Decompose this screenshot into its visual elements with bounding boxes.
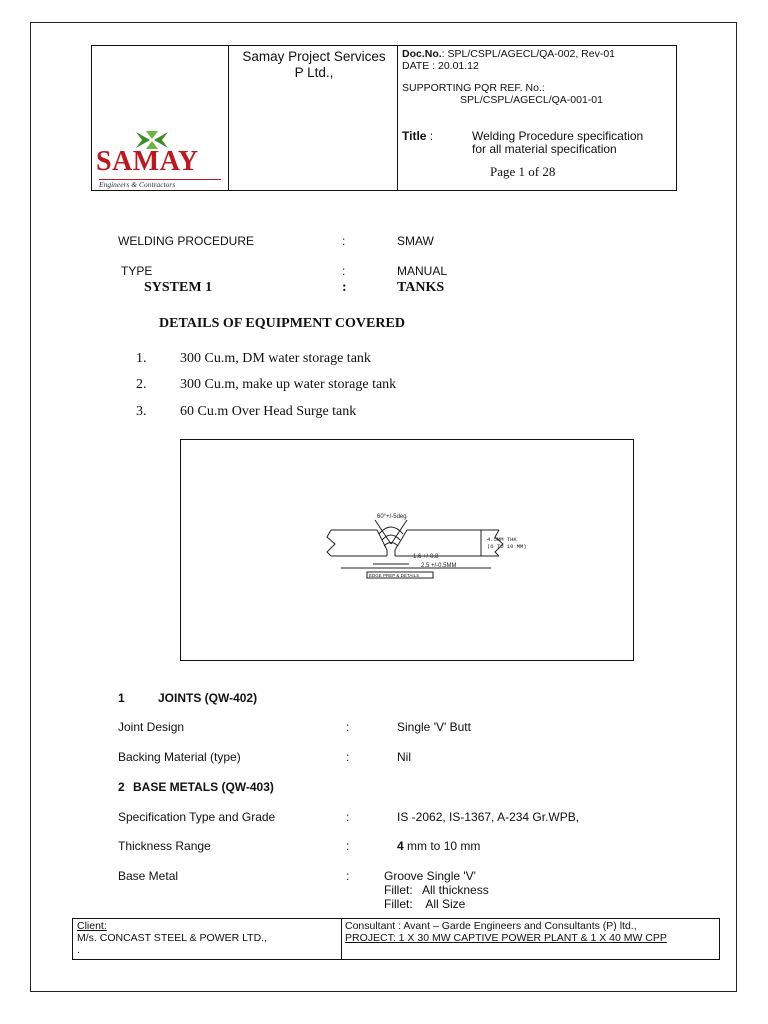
title-line-1: Welding Procedure specification bbox=[472, 129, 644, 143]
client-label: Client: bbox=[77, 920, 107, 932]
joints-heading: JOINTS (QW-402) bbox=[158, 691, 258, 705]
thickness-range-colon: : bbox=[346, 839, 350, 853]
backing-material-label: Backing Material (type) bbox=[118, 750, 241, 764]
company-line-1: Samay Project Services bbox=[242, 49, 386, 64]
thickness-rest: mm to 10 mm bbox=[403, 839, 481, 853]
title-label: Title bbox=[402, 129, 427, 143]
drawing-caption: EDGE PREP & DETAILS bbox=[369, 573, 420, 578]
company-name bbox=[233, 49, 395, 81]
thickness-label: 4.5MM THK bbox=[487, 536, 517, 543]
weld-joint-sketch bbox=[181, 440, 633, 660]
header-divider bbox=[228, 46, 229, 190]
equipment-heading: DETAILS OF EQUIPMENT COVERED bbox=[159, 316, 405, 331]
base-metal-line: Fillet: All Size bbox=[384, 897, 466, 911]
root-gap-label: 2.5 +/-0.5MM bbox=[421, 563, 457, 569]
joint-drawing bbox=[180, 439, 634, 661]
procedure-colon: : bbox=[342, 234, 346, 248]
equipment-item: 300 Cu.m, make up water storage tank bbox=[180, 377, 397, 392]
thickness-range-label: (6 TO 10 MM) bbox=[487, 543, 527, 550]
system-value: TANKS bbox=[397, 280, 445, 295]
pqr-value: SPL/CSPL/AGECL/QA-001-01 bbox=[460, 94, 603, 106]
thickness-min: 4 bbox=[397, 839, 404, 853]
thickness-range-label: Thickness Range bbox=[118, 839, 211, 853]
doc-info bbox=[402, 48, 674, 106]
equipment-item: 300 Cu.m, DM water storage tank bbox=[180, 351, 371, 366]
logo-wordmark: SAMAY bbox=[96, 146, 199, 177]
backing-material-value: Nil bbox=[397, 750, 411, 764]
system-label: SYSTEM 1 bbox=[144, 280, 213, 295]
spec-grade-value: IS -2062, IS-1367, A-234 Gr.WPB, bbox=[397, 810, 580, 824]
base-metal-line: Fillet: All thickness bbox=[384, 883, 489, 897]
thickness-range-value bbox=[397, 839, 480, 853]
procedure-label: WELDING PROCEDURE bbox=[118, 234, 255, 248]
spec-grade-label: Specification Type and Grade bbox=[118, 810, 276, 824]
base-metal-label: Base Metal bbox=[118, 869, 179, 883]
page-number: Page 1 of 28 bbox=[490, 164, 556, 179]
base-metal-line: Groove Single 'V' bbox=[384, 869, 476, 883]
joint-design-colon: : bbox=[346, 720, 350, 734]
section-number: 2 bbox=[118, 780, 125, 794]
equipment-item-num: 3. bbox=[136, 404, 147, 419]
base-metal-value bbox=[384, 869, 489, 911]
document-footer bbox=[72, 918, 720, 960]
equipment-item-num: 2. bbox=[136, 377, 147, 392]
type-label: TYPE bbox=[121, 264, 153, 278]
client-value: M/s. CONCAST STEEL & POWER LTD., bbox=[77, 932, 267, 944]
joint-design-label: Joint Design bbox=[118, 720, 185, 734]
type-colon: : bbox=[342, 264, 346, 278]
doc-date: DATE : 20.01.12 bbox=[402, 60, 479, 72]
company-line-2: P Ltd., bbox=[294, 65, 334, 80]
section-number: 1 bbox=[118, 691, 125, 705]
equipment-item-num: 1. bbox=[136, 351, 147, 366]
joint-design-value: Single 'V' Butt bbox=[397, 720, 471, 734]
equipment-item: 60 Cu.m Over Head Surge tank bbox=[180, 404, 357, 419]
logo-tagline: Engineers & Contractors bbox=[99, 179, 221, 189]
type-value: MANUAL bbox=[397, 264, 448, 278]
spec-grade-colon: : bbox=[346, 810, 350, 824]
title-line-2: for all material specification bbox=[472, 142, 617, 156]
base-metal-colon: : bbox=[346, 869, 350, 883]
root-face-label: 1.6 +/-0.8 bbox=[413, 554, 439, 560]
title-colon: : bbox=[429, 129, 434, 143]
header-divider bbox=[397, 46, 398, 190]
system-colon: : bbox=[342, 280, 347, 295]
samay-logo bbox=[96, 130, 226, 188]
backing-material-colon: : bbox=[346, 750, 350, 764]
document-header bbox=[91, 45, 677, 191]
footer-divider bbox=[341, 919, 342, 959]
bevel-angle-label: 60°+/-5deg bbox=[377, 514, 407, 520]
doc-no-label: Doc.No. bbox=[402, 48, 442, 60]
client-dot: . bbox=[77, 944, 80, 956]
doc-no-value: : SPL/CSPL/AGECL/QA-002, Rev-01 bbox=[441, 48, 615, 60]
pqr-label: SUPPORTING PQR REF. No.: bbox=[402, 82, 545, 94]
project: PROJECT: 1 X 30 MW CAPTIVE POWER PLANT & 1 X 40 MW CPP bbox=[345, 932, 667, 944]
procedure-value: SMAW bbox=[397, 234, 434, 248]
consultant: Consultant : Avant – Garde Engineers and Consultants (P) ltd., bbox=[345, 920, 637, 932]
base-metals-heading: BASE METALS (QW-403) bbox=[133, 780, 274, 794]
